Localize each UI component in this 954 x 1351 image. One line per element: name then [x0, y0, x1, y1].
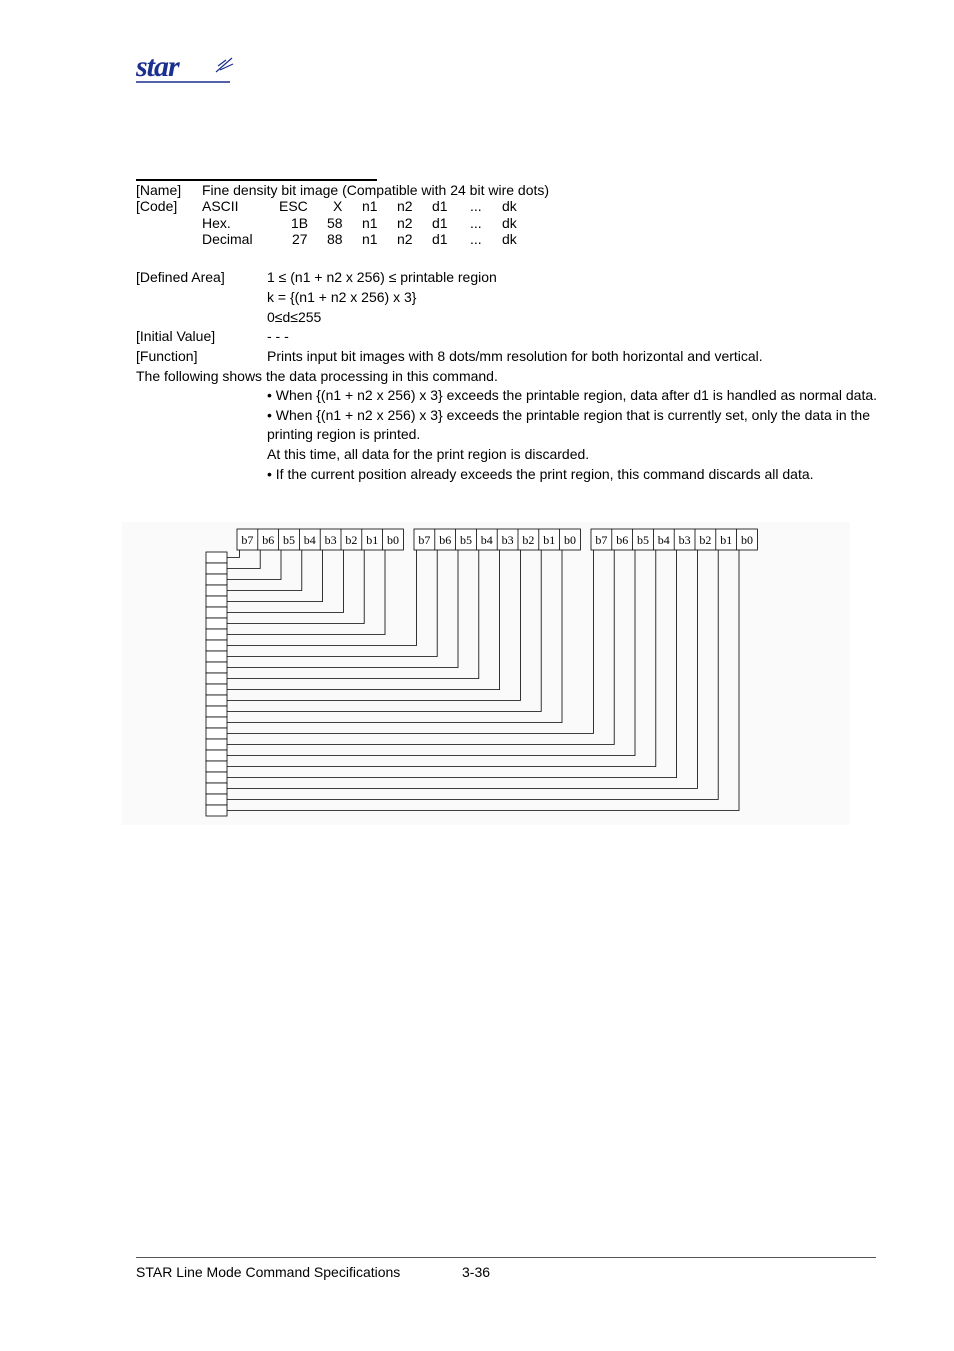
- code-label: [Code]: [136, 198, 178, 214]
- bit-label: b6: [262, 533, 275, 547]
- dot-cell: [206, 651, 227, 662]
- code-cell: dk: [502, 215, 517, 231]
- name-label: [Name]: [136, 182, 182, 198]
- code-cell: n2: [397, 215, 413, 231]
- bit-label: b3: [678, 533, 691, 547]
- code-cell: dk: [502, 198, 517, 214]
- code-cell: ...: [470, 231, 482, 247]
- code-cell: d1: [432, 231, 448, 247]
- bit-label: b5: [283, 533, 295, 547]
- bit-label: b4: [303, 533, 316, 547]
- dot-cell: [206, 706, 227, 717]
- code-cell: ...: [470, 215, 482, 231]
- code-cell: ESC: [279, 198, 308, 214]
- star-logo: [136, 50, 236, 84]
- code-cell: ...: [470, 198, 482, 214]
- code-cell: n2: [397, 231, 413, 247]
- code-cell: n2: [397, 198, 413, 214]
- code-cell: dk: [502, 231, 517, 247]
- dot-cell: [206, 607, 227, 618]
- initial-value: - - -: [267, 328, 289, 344]
- section-top-rule: [136, 179, 377, 181]
- bit-label: b1: [366, 533, 379, 547]
- dot-cell: [206, 585, 227, 596]
- bit-label: b0: [741, 533, 753, 547]
- dot-cell: [206, 794, 227, 805]
- code-cell: d1: [432, 198, 448, 214]
- processing-line: At this time, all data for the print region is discarded.: [267, 446, 590, 462]
- bit-label: b2: [522, 533, 535, 547]
- bit-label: b6: [616, 533, 629, 547]
- defined-area-line: 0≤d≤255: [267, 309, 322, 325]
- dot-cell: [206, 695, 227, 706]
- defined-area-label: [Defined Area]: [136, 269, 225, 285]
- function-text: Prints input bit images with 8 dots/mm resolution for both horizontal and vertical.: [267, 348, 763, 364]
- code-row-label: Decimal: [202, 231, 253, 247]
- dot-cell: [206, 673, 227, 684]
- bit-label: b7: [595, 533, 608, 547]
- bit-mapping-diagram: [122, 522, 850, 825]
- dot-cell: [206, 640, 227, 651]
- page-number: 3-36: [462, 1264, 491, 1280]
- bit-label: b4: [480, 533, 493, 547]
- dot-cell: [206, 728, 227, 739]
- dot-cell: [206, 772, 227, 783]
- processing-line: printing region is printed.: [267, 426, 421, 442]
- svg-text:star: star: [136, 50, 179, 83]
- code-cell: X: [333, 198, 343, 214]
- defined-area-line: 1 ≤ (n1 + n2 x 256) ≤ printable region: [267, 269, 497, 285]
- bit-label: b3: [501, 533, 514, 547]
- processing-line: • When {(n1 + n2 x 256) x 3} exceeds the printable region, data after d1 is handled as normal data.: [267, 387, 878, 403]
- initial-value-label: [Initial Value]: [136, 328, 216, 344]
- bit-label: b3: [324, 533, 337, 547]
- code-row-label: ASCII: [202, 198, 239, 214]
- bit-label: b2: [699, 533, 712, 547]
- dot-cell: [206, 662, 227, 673]
- code-cell: 58: [327, 215, 343, 231]
- bit-label: b4: [657, 533, 670, 547]
- dot-cell: [206, 574, 227, 585]
- bit-label: b5: [460, 533, 472, 547]
- dot-cell: [206, 684, 227, 695]
- code-cell: 1B: [291, 215, 309, 231]
- footer-title: STAR Line Mode Command Specifications: [136, 1264, 401, 1280]
- diagram-background: [122, 522, 850, 825]
- dot-cell: [206, 783, 227, 794]
- bit-label: b0: [387, 533, 399, 547]
- bit-label: b2: [345, 533, 358, 547]
- processing-line: • When {(n1 + n2 x 256) x 3} exceeds the printable region that is currently set, only the data in the: [267, 407, 870, 423]
- code-cell: n1: [362, 231, 378, 247]
- dot-cell: [206, 761, 227, 772]
- code-cell: n1: [362, 215, 378, 231]
- defined-area-line: k = {(n1 + n2 x 256) x 3}: [267, 289, 417, 305]
- dot-cell: [206, 717, 227, 728]
- dot-cell: [206, 618, 227, 629]
- bit-label: b7: [418, 533, 431, 547]
- dot-cell: [206, 563, 227, 574]
- dot-cell: [206, 739, 227, 750]
- processing-intro: The following shows the data processing in this command.: [136, 368, 498, 384]
- bit-label: b7: [241, 533, 254, 547]
- dot-cell: [206, 805, 227, 816]
- bit-label: b5: [637, 533, 649, 547]
- bit-label: b1: [720, 533, 733, 547]
- code-cell: d1: [432, 215, 448, 231]
- function-label: [Function]: [136, 348, 198, 364]
- footer-rule: [136, 1257, 876, 1258]
- dot-cell: [206, 596, 227, 607]
- code-cell: n1: [362, 198, 378, 214]
- code-row-label: Hex.: [202, 215, 231, 231]
- code-cell: 88: [327, 231, 343, 247]
- dot-cell: [206, 629, 227, 640]
- dot-cell: [206, 552, 227, 563]
- bit-label: b6: [439, 533, 452, 547]
- processing-line: • If the current position already exceeds the print region, this command discards all data.: [267, 466, 814, 482]
- bit-label: b0: [564, 533, 576, 547]
- code-cell: 27: [292, 231, 308, 247]
- name-value: Fine density bit image (Compatible with 24 bit wire dots): [202, 182, 550, 198]
- dot-cell: [206, 750, 227, 761]
- bit-label: b1: [543, 533, 556, 547]
